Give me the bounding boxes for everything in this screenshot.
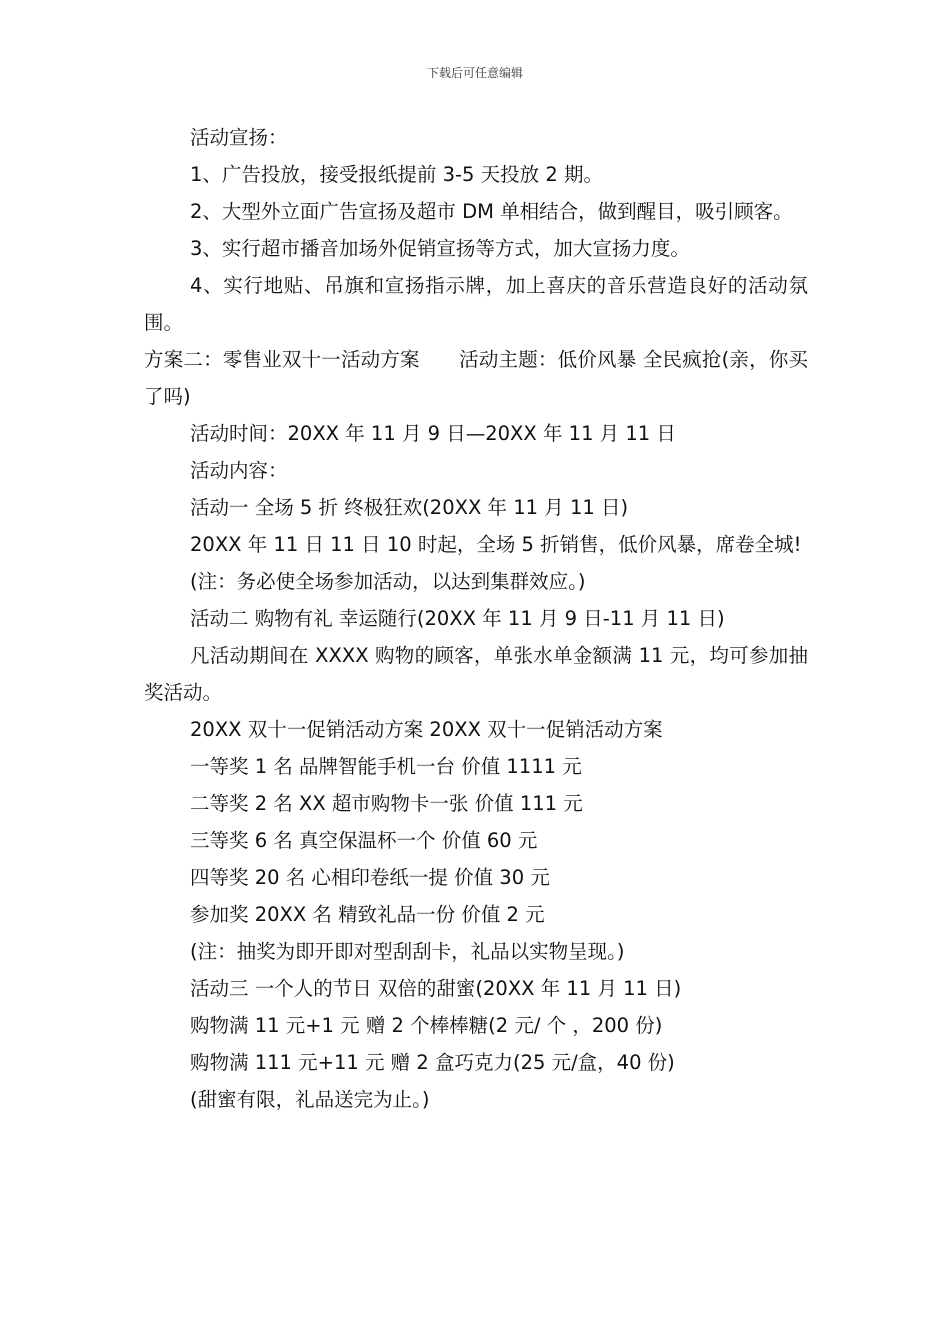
paragraph-promo-item-2: 2、大型外立面广告宣扬及超市 DM 单相结合，做到醒目，吸引顾客。	[190, 200, 793, 223]
paragraph-first-prize: 一等奖 1 名 品牌智能手机一台 价值 1111 元	[190, 755, 582, 778]
paragraph-promo-item-3: 3、实行超市播音加场外促销宣扬等方式，加大宣扬力度。	[190, 237, 690, 260]
page-header-note: 下载后可任意编辑	[426, 66, 523, 80]
paragraph-participation-prize: 参加奖 20XX 名 精致礼品一份 价值 2 元	[190, 903, 545, 926]
paragraph-activity-one-detail: 20XX 年 11 日 11 日 10 时起，全场 5 折销售，低价风暴，席卷全城!	[190, 533, 802, 556]
paragraph-activity-time: 活动时间：20XX 年 11 月 9 日—20XX 年 11 月 11 日	[190, 422, 676, 445]
paragraph-activity-one: 活动一 全场 5 折 终极狂欢(20XX 年 11 月 11 日)	[190, 496, 629, 519]
paragraph-activity-one-note: (注：务必使全场参加活动，以达到集群效应。)	[190, 570, 586, 593]
paragraph-plan-two-title: 方案二：零售业双十一活动方案 活动主题：低价风暴 全民疯抢(亲，你买了吗)	[144, 348, 808, 408]
paragraph-gift-lollipop: 购物满 11 元+1 元 赠 2 个棒棒糖(2 元/ 个 ，200 份)	[190, 1014, 663, 1037]
paragraph-activity-content-heading: 活动内容：	[190, 459, 288, 482]
paragraph-promo-item-4: 4、实行地贴、吊旗和宣扬指示牌，加上喜庆的音乐营造良好的活动氛围。	[144, 274, 808, 334]
paragraph-promo-item-1: 1、广告投放，接受报纸提前 3-5 天投放 2 期。	[190, 163, 603, 186]
paragraph-second-prize: 二等奖 2 名 XX 超市购物卡一张 价值 111 元	[190, 792, 583, 815]
paragraph-gift-chocolate: 购物满 111 元+11 元 赠 2 盒巧克力(25 元/盒，40 份)	[190, 1051, 675, 1074]
paragraph-promo-heading: 活动宣扬：	[190, 126, 288, 149]
paragraph-third-prize: 三等奖 6 名 真空保温杯一个 价值 60 元	[190, 829, 538, 852]
paragraph-lottery-note: (注：抽奖为即开即对型刮刮卡，礼品以实物呈现。)	[190, 940, 625, 963]
paragraph-fourth-prize: 四等奖 20 名 心相印卷纸一提 价值 30 元	[190, 866, 550, 889]
paragraph-activity-two-detail: 凡活动期间在 XXXX 购物的顾客，单张水单金额满 11 元，均可参加抽奖活动。	[144, 644, 808, 704]
document-body	[144, 119, 808, 1118]
paragraph-activity-two: 活动二 购物有礼 幸运随行(20XX 年 11 月 9 日-11 月 11 日)	[190, 607, 725, 630]
paragraph-plan-title-repeat: 20XX 双十一促销活动方案 20XX 双十一促销活动方案	[190, 718, 663, 741]
paragraph-gift-note: (甜蜜有限，礼品送完为止。)	[190, 1088, 430, 1111]
paragraph-activity-three: 活动三 一个人的节日 双倍的甜蜜(20XX 年 11 月 11 日)	[190, 977, 682, 1000]
